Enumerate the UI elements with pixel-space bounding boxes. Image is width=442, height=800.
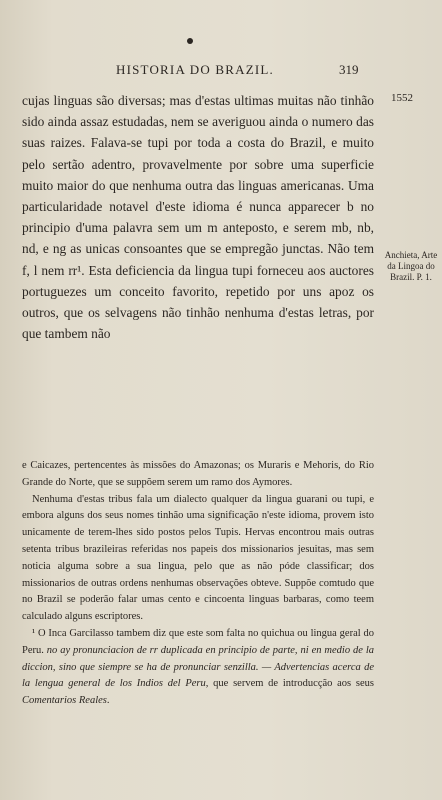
footnote-inca xyxy=(22,626,374,710)
margin-note: Anchieta, Arte da Lingoa do Brazil. P. 1. xyxy=(384,250,438,282)
main-text xyxy=(22,90,374,344)
footnote-inca-title: Comentarios Reales xyxy=(22,695,107,707)
body-paragraph: cujas linguas são diversas; mas d'estas ultimas muitas não tinhão sido ainda assaz estudadas, nem se averiguou ainda o numero das suas raizes. Falava-se tupi por toda a costa do Brazil, e muito pelo sertão adentro, provavelmente por sobre uma superficie muito maior do que nenhuma outra das linguas americanas. Uma particularidade notavel d'este idioma é nunca apparecer b no principio d'uma palavra sem um m anteposto, e serem mb, nb, nd, e ng as unicas consoantes que se empregão junctas. Não tem f, l nem rr¹. Esta deficiencia da lingua tupi forneceu aos auctores portuguezes um conceito favorito, repetido por uns apoz os outros, que os selvagens não tinhão nenhuma d'estas letras, por que tambem não xyxy=(22,93,374,342)
ornament-dot xyxy=(187,38,193,44)
margin-year: 1552 xyxy=(391,92,413,104)
footnote-inca-end: . xyxy=(106,695,110,707)
footnote-inca-text: ¹ O Inca Garcilasso tambem diz que este som falta no quichua ou lingua geral do Peru. xyxy=(22,627,374,656)
footnote-inca-quote: no ay pronunciacion de rr duplicada en principio de parte, ni en medio de la diccion, sino que siempre se ha de pronunciar senzilla. — Advertencias acerca de la lengua general de los Indios del Peru, xyxy=(22,644,374,690)
footnotes xyxy=(22,458,374,710)
footnote-paragraph: Nenhuma d'estas tribus fala um dialecto qualquer da lingua guarani ou tupi, e embora alguns dos seus nomes tinhão uma significação n'este idioma, provem isto unicamente de terem-lhes sido postos pelos Tupis. Hervas encontrou mais outras setenta tribus brazileiras referidas nos papeis dos missionarios jesuitas, mas sem noticia alguma sobre a sua lingua, pelo que as não póde classificar; dos missionarios de outras ordens nenhumas observações obteve. Suppõe comtudo que no Brazil se poderão falar umas cento e cincoenta linguas barbaras, como teem calculado alguns escriptores. xyxy=(22,493,374,623)
running-head: HISTORIA DO BRAZIL. xyxy=(116,62,274,77)
footnote-continuation: e Caicazes, pertencentes às missões do Amazonas; os Muraris e Mehoris, do Rio Grande do Norte, que se suppõem serem um ramo dos Aymores. xyxy=(22,460,374,488)
footnote-inca-middle: que servem de introducção aos seus xyxy=(208,678,374,690)
page-number: 319 xyxy=(339,62,359,77)
